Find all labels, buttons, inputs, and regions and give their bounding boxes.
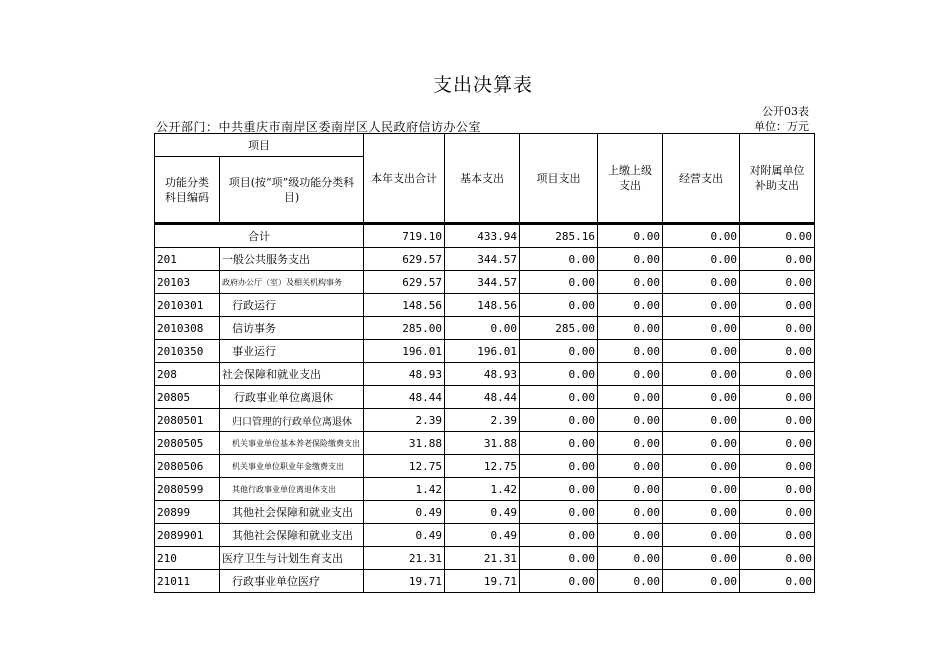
header-code: 功能分类科目编码	[155, 157, 220, 223]
total-row	[155, 224, 815, 248]
form-code: 公开03表	[762, 105, 809, 118]
row-value: 19.71	[445, 570, 520, 593]
row-value: 0.00	[520, 570, 598, 593]
row-value: 0.00	[598, 294, 663, 317]
table-row	[155, 386, 815, 409]
header-subsidy: 对附属单位补助支出	[740, 134, 815, 223]
row-value: 0.00	[663, 570, 740, 593]
row-value: 0.00	[520, 248, 598, 271]
row-value: 0.00	[663, 409, 740, 432]
row-value: 0.00	[598, 363, 663, 386]
table-row	[155, 294, 815, 317]
row-value: 0.00	[598, 409, 663, 432]
row-name: 归口管理的行政单位离退休	[220, 409, 364, 432]
row-name: 其他行政事业单位离退休支出	[220, 478, 364, 501]
row-value: 0.00	[663, 317, 740, 340]
total-cell: 285.16	[520, 224, 598, 248]
row-value: 0.00	[663, 455, 740, 478]
department-label: 公开部门：中共重庆市南岸区委南岸区人民政府信访办公室	[156, 120, 482, 134]
row-value: 0.00	[520, 501, 598, 524]
row-value: 48.44	[445, 386, 520, 409]
row-code: 20103	[155, 271, 220, 294]
row-code: 21011	[155, 570, 220, 593]
row-value: 0.00	[740, 524, 815, 547]
row-code: 20805	[155, 386, 220, 409]
row-value: 629.57	[364, 248, 445, 271]
header-project: 项目支出	[520, 134, 598, 223]
row-value: 0.00	[598, 432, 663, 455]
row-value: 31.88	[445, 432, 520, 455]
row-name: 行政事业单位医疗	[220, 570, 364, 593]
row-value: 196.01	[445, 340, 520, 363]
page-title: 支出决算表	[432, 74, 533, 96]
row-value: 0.00	[598, 524, 663, 547]
table-row	[155, 248, 815, 271]
row-code: 2089901	[155, 524, 220, 547]
total-cell: 0.00	[663, 224, 740, 248]
row-value: 0.00	[740, 317, 815, 340]
row-value: 0.00	[520, 455, 598, 478]
row-name: 一般公共服务支出	[220, 248, 364, 271]
table-row	[155, 409, 815, 432]
row-name: 机关事业单位职业年金缴费支出	[220, 455, 364, 478]
row-value: 0.00	[598, 340, 663, 363]
row-value: 48.44	[364, 386, 445, 409]
row-value: 0.00	[663, 294, 740, 317]
row-value: 0.00	[740, 386, 815, 409]
row-value: 21.31	[364, 547, 445, 570]
table-row	[155, 570, 815, 593]
total-cell: 0.00	[598, 224, 663, 248]
row-value: 0.00	[520, 363, 598, 386]
row-value: 0.00	[663, 248, 740, 271]
table-row	[155, 271, 815, 294]
unit-label: 单位：万元	[754, 120, 809, 133]
row-name: 机关事业单位基本养老保险缴费支出	[220, 432, 364, 455]
row-value: 0.00	[740, 478, 815, 501]
row-value: 1.42	[445, 478, 520, 501]
row-value: 0.00	[598, 386, 663, 409]
row-value: 48.93	[445, 363, 520, 386]
row-value: 0.00	[520, 524, 598, 547]
row-value: 19.71	[364, 570, 445, 593]
row-code: 2010350	[155, 340, 220, 363]
row-value: 0.00	[598, 547, 663, 570]
row-value: 0.49	[364, 501, 445, 524]
row-value: 0.00	[520, 386, 598, 409]
row-value: 0.00	[740, 570, 815, 593]
row-value: 196.01	[364, 340, 445, 363]
row-value: 2.39	[445, 409, 520, 432]
expenditure-table	[154, 133, 815, 593]
row-value: 0.00	[598, 248, 663, 271]
row-value: 0.00	[663, 340, 740, 363]
row-code: 20899	[155, 501, 220, 524]
row-value: 285.00	[364, 317, 445, 340]
row-value: 0.00	[598, 501, 663, 524]
row-value: 629.57	[364, 271, 445, 294]
row-value: 2.39	[364, 409, 445, 432]
row-name: 行政事业单位离退休	[220, 386, 364, 409]
row-value: 0.00	[520, 294, 598, 317]
row-value: 0.00	[740, 294, 815, 317]
row-value: 0.00	[598, 271, 663, 294]
header-total: 本年支出合计	[364, 134, 445, 223]
row-value: 0.00	[740, 248, 815, 271]
row-value: 0.00	[740, 501, 815, 524]
row-value: 0.00	[663, 524, 740, 547]
table-row	[155, 363, 815, 386]
row-value: 0.00	[740, 340, 815, 363]
row-value: 12.75	[364, 455, 445, 478]
row-value: 48.93	[364, 363, 445, 386]
row-value: 285.00	[520, 317, 598, 340]
row-value: 0.00	[520, 547, 598, 570]
table-row	[155, 478, 815, 501]
row-value: 0.49	[445, 501, 520, 524]
table-row	[155, 501, 815, 524]
row-value: 21.31	[445, 547, 520, 570]
row-code: 2080506	[155, 455, 220, 478]
table-row	[155, 524, 815, 547]
table-row	[155, 317, 815, 340]
row-code: 2080501	[155, 409, 220, 432]
header-group-item: 项目	[155, 134, 364, 157]
row-name: 政府办公厅（室）及相关机构事务	[220, 271, 364, 294]
row-value: 0.00	[598, 317, 663, 340]
row-name: 行政运行	[220, 294, 364, 317]
row-value: 31.88	[364, 432, 445, 455]
row-value: 0.00	[740, 271, 815, 294]
row-name: 事业运行	[220, 340, 364, 363]
row-value: 0.00	[598, 478, 663, 501]
header-business: 经营支出	[663, 134, 740, 223]
row-value: 0.00	[740, 363, 815, 386]
row-value: 12.75	[445, 455, 520, 478]
row-code: 2080505	[155, 432, 220, 455]
row-value: 0.00	[663, 386, 740, 409]
row-value: 0.00	[520, 478, 598, 501]
row-name: 医疗卫生与计划生育支出	[220, 547, 364, 570]
table-row	[155, 547, 815, 570]
table-row	[155, 455, 815, 478]
row-code: 2080599	[155, 478, 220, 501]
row-name: 其他社会保障和就业支出	[220, 501, 364, 524]
row-value: 0.00	[520, 271, 598, 294]
row-value: 344.57	[445, 271, 520, 294]
row-value: 0.00	[663, 271, 740, 294]
row-code: 208	[155, 363, 220, 386]
header-upper: 上缴上级支出	[598, 134, 663, 223]
row-value: 0.00	[598, 455, 663, 478]
row-code: 2010301	[155, 294, 220, 317]
row-name: 其他社会保障和就业支出	[220, 524, 364, 547]
row-value: 148.56	[364, 294, 445, 317]
row-value: 0.00	[740, 409, 815, 432]
row-code: 210	[155, 547, 220, 570]
total-cell: 719.10	[364, 224, 445, 248]
row-value: 0.00	[663, 501, 740, 524]
row-code: 201	[155, 248, 220, 271]
row-value: 0.00	[663, 363, 740, 386]
row-name: 社会保障和就业支出	[220, 363, 364, 386]
row-value: 0.00	[663, 547, 740, 570]
header-item: 项目(按“项”级功能分类科目)	[220, 157, 364, 223]
row-value: 0.00	[520, 432, 598, 455]
row-value: 0.49	[364, 524, 445, 547]
row-code: 2010308	[155, 317, 220, 340]
total-cell: 0.00	[740, 224, 815, 248]
table-row	[155, 432, 815, 455]
row-value: 0.00	[520, 409, 598, 432]
header-basic: 基本支出	[445, 134, 520, 223]
row-value: 0.00	[740, 455, 815, 478]
row-value: 0.00	[598, 570, 663, 593]
row-name: 信访事务	[220, 317, 364, 340]
row-value: 0.00	[663, 478, 740, 501]
row-value: 0.00	[740, 432, 815, 455]
row-value: 0.00	[520, 340, 598, 363]
row-value: 0.00	[663, 432, 740, 455]
row-value: 0.00	[445, 317, 520, 340]
row-value: 1.42	[364, 478, 445, 501]
total-cell: 433.94	[445, 224, 520, 248]
table-row	[155, 340, 815, 363]
row-value: 0.49	[445, 524, 520, 547]
row-value: 344.57	[445, 248, 520, 271]
row-value: 148.56	[445, 294, 520, 317]
total-label: 合计	[155, 224, 364, 248]
row-value: 0.00	[740, 547, 815, 570]
